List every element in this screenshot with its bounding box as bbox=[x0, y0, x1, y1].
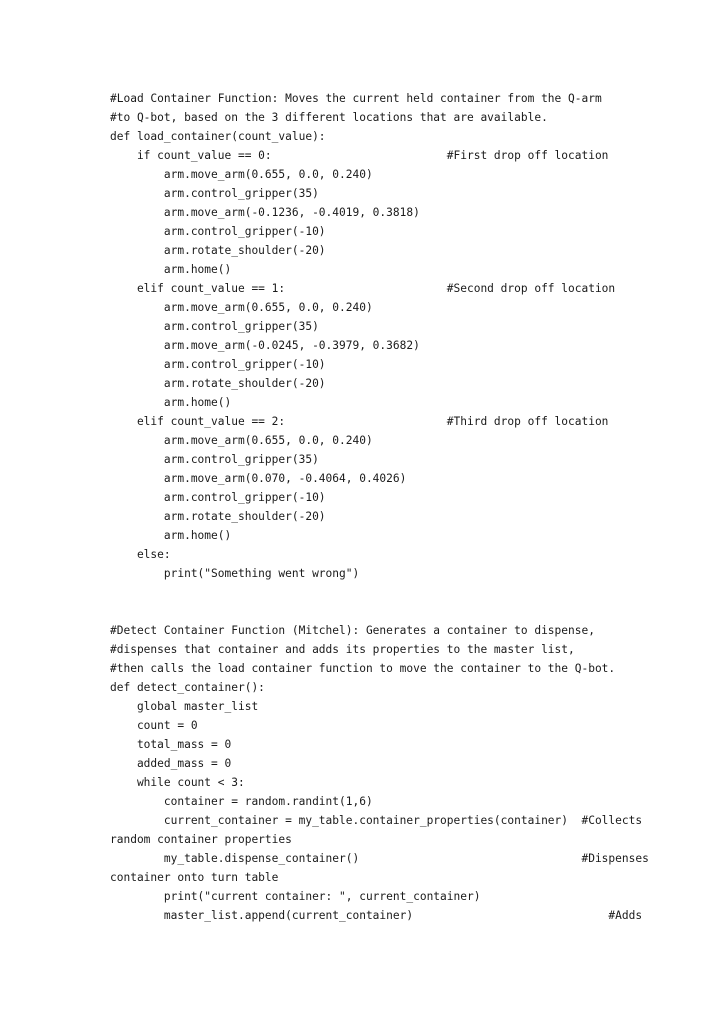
code-line: master_list.append(current_container) #Adds bbox=[110, 909, 643, 922]
code-line: container onto turn table bbox=[110, 871, 279, 884]
code-line: arm.move_arm(-0.1236, -0.4019, 0.3818) bbox=[110, 206, 420, 219]
code-line: #dispenses that container and adds its properties to the master list, bbox=[110, 643, 575, 656]
code-line: arm.move_arm(-0.0245, -0.3979, 0.3682) bbox=[110, 339, 420, 352]
code-line: arm.rotate_shoulder(-20) bbox=[110, 377, 326, 390]
code-line: arm.home() bbox=[110, 396, 232, 409]
code-line: arm.move_arm(0.070, -0.4064, 0.4026) bbox=[110, 472, 407, 485]
code-line: added_mass = 0 bbox=[110, 757, 232, 770]
code-line: elif count_value == 1: #Second drop off location bbox=[110, 282, 616, 295]
code-line: arm.rotate_shoulder(-20) bbox=[110, 510, 326, 523]
code-line: container = random.randint(1,6) bbox=[110, 795, 373, 808]
code-line: total_mass = 0 bbox=[110, 738, 232, 751]
code-line: arm.move_arm(0.655, 0.0, 0.240) bbox=[110, 168, 373, 181]
code-block bbox=[110, 89, 649, 925]
code-line: arm.control_gripper(-10) bbox=[110, 225, 326, 238]
code-line: #then calls the load container function to move the container to the Q-bot. bbox=[110, 662, 616, 675]
code-line: print("Something went wrong") bbox=[110, 567, 360, 580]
code-line: arm.move_arm(0.655, 0.0, 0.240) bbox=[110, 301, 373, 314]
code-line: arm.home() bbox=[110, 263, 232, 276]
code-line: my_table.dispense_container() #Dispenses bbox=[110, 852, 649, 865]
code-line: arm.home() bbox=[110, 529, 232, 542]
code-line: arm.control_gripper(35) bbox=[110, 453, 319, 466]
code-line: #Load Container Function: Moves the current held container from the Q-arm bbox=[110, 92, 602, 105]
code-line: current_container = my_table.container_properties(container) #Collects bbox=[110, 814, 643, 827]
code-line: arm.control_gripper(35) bbox=[110, 320, 319, 333]
code-line: arm.control_gripper(-10) bbox=[110, 358, 326, 371]
code-line: #to Q-bot, based on the 3 different locations that are available. bbox=[110, 111, 548, 124]
code-line: arm.control_gripper(35) bbox=[110, 187, 319, 200]
code-line: arm.control_gripper(-10) bbox=[110, 491, 326, 504]
code-line: random container properties bbox=[110, 833, 292, 846]
code-line: def detect_container(): bbox=[110, 681, 265, 694]
code-line: elif count_value == 2: #Third drop off location bbox=[110, 415, 609, 428]
code-line: arm.move_arm(0.655, 0.0, 0.240) bbox=[110, 434, 373, 447]
code-line: print("current container: ", current_container) bbox=[110, 890, 481, 903]
code-line: arm.rotate_shoulder(-20) bbox=[110, 244, 326, 257]
code-line: #Detect Container Function (Mitchel): Generates a container to dispense, bbox=[110, 624, 595, 637]
code-line: count = 0 bbox=[110, 719, 198, 732]
code-line: def load_container(count_value): bbox=[110, 130, 326, 143]
code-line: global master_list bbox=[110, 700, 259, 713]
blank-line bbox=[110, 602, 630, 621]
code-line: if count_value == 0: #First drop off location bbox=[110, 149, 609, 162]
code-line: while count < 3: bbox=[110, 776, 245, 789]
blank-line bbox=[110, 583, 630, 602]
code-line: else: bbox=[110, 548, 171, 561]
